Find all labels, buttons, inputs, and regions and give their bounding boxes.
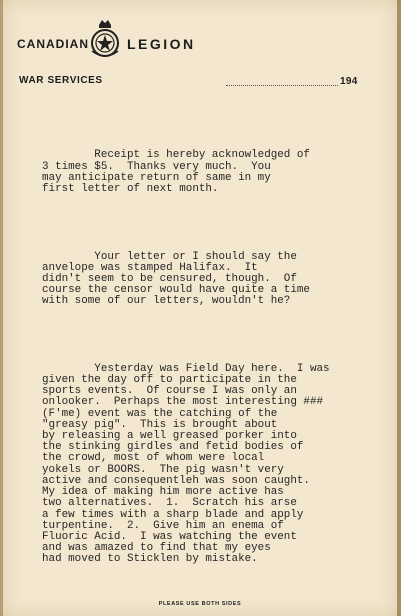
letterhead-org-left: CANADIAN xyxy=(17,37,89,51)
paragraph-receipt: Receipt is hereby acknowledged of 3 times $5. Thanks very much. You may anticipate return of same in my first letter of next month. xyxy=(42,149,310,196)
date-line xyxy=(226,85,338,86)
paper-edge-right xyxy=(397,0,401,616)
paragraph-field-day: Yesterday was Field Day here. I was given the day off to participate in the sports events. Of course I was only an onlooker. Perhaps the most interesting ### (F'me) event was the catching of the "greasy pig". This is brought about by releasing a well greased porker into the stinking girdles and fetid bodies of the crowd, most of whom were local yokels or BOORS. The pig wasn't very active and consequentleh was soon caught. My idea of making him more active has two alternatives. 1. Scratch his arse a few times with a sharp blade and apply turpentine. 2. Give him an enema of Fluoric Acid. I was watching the event and was amazed to find that my eyes had moved to Sticklen by mistake. xyxy=(42,362,330,566)
letter-body xyxy=(42,128,387,588)
footer-note: PLEASE USE BOTH SIDES xyxy=(158,601,242,607)
paragraph-envelope: Your letter or I should say the anvelope was stamped Halifax. It didn't seem to be censured, though. Of course the censor would have quite a time with some of our letters, wouldn't he? xyxy=(42,250,310,308)
year-prefix: 194 xyxy=(340,76,358,87)
department-label: WAR SERVICES xyxy=(19,75,103,86)
letter-page xyxy=(3,0,397,616)
legion-crest-icon xyxy=(88,17,122,63)
letterhead-org-right: LEGION xyxy=(127,36,196,52)
